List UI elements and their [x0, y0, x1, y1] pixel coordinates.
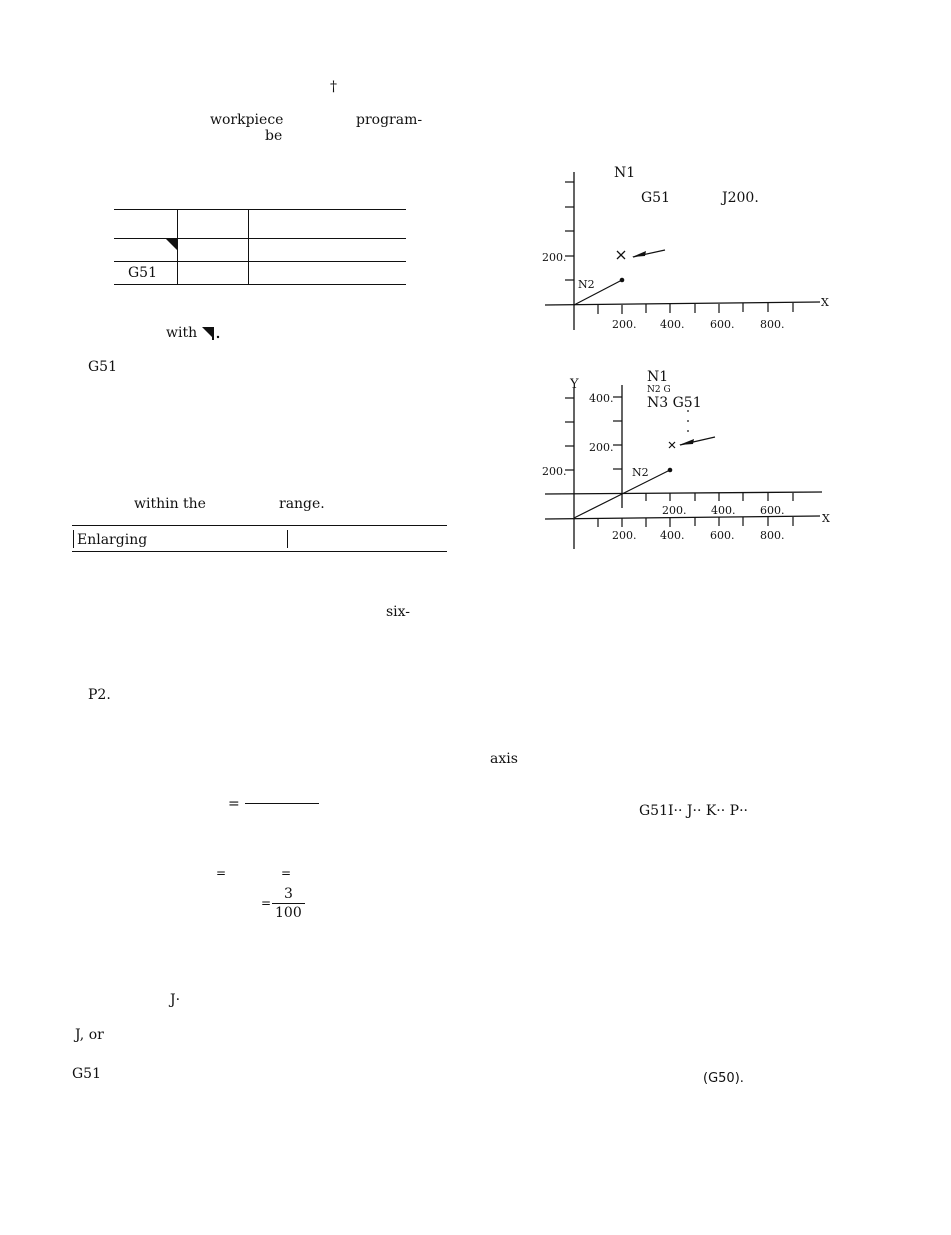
text-g51-a: G51	[88, 359, 117, 375]
text-workpiece: workpiece	[210, 112, 284, 128]
text-g51-b: G51	[72, 1066, 101, 1082]
text-be: be	[265, 128, 283, 144]
dagger-mark: †	[330, 79, 337, 95]
fig-bot-center-cross-icon	[669, 442, 675, 448]
fig-top-block-label: N1	[614, 165, 636, 181]
text-with: with	[166, 325, 198, 341]
fig-bot-dot	[687, 420, 689, 422]
text-j-or: J, or	[75, 1027, 104, 1043]
fig-bot-block-n1: N1	[647, 369, 669, 385]
text-j-dot: J·	[170, 992, 181, 1008]
fig-bot-y-tick-mid: 200.	[589, 441, 614, 454]
fig-bot-x-tick-global: 800.	[760, 529, 785, 542]
fig-bot-dot	[687, 430, 689, 432]
equals-sign-4: =	[261, 896, 272, 910]
g51-format: G51I·· J·· K·· P··	[639, 803, 748, 819]
text-p2: P2.	[88, 687, 111, 703]
fig-bot-y-tick-upper: 400.	[589, 392, 614, 405]
text-the: the	[183, 496, 206, 512]
fig-bot-x-tick-global: 200.	[612, 529, 637, 542]
fig-bot-x-tick-local: 600.	[760, 504, 785, 517]
fig-top-y-tick-label: 200.	[542, 251, 567, 264]
fraction-numerator: 3	[284, 886, 293, 902]
fig-bot-x-axis-label: X	[822, 512, 830, 525]
fig-top-x-axis-label: X	[821, 296, 829, 309]
fig-bot-x-tick-global: 600.	[710, 529, 735, 542]
text-range: range.	[279, 496, 325, 512]
fig-bot-path-label: N2	[632, 466, 649, 479]
equals-sign-2: =	[216, 866, 227, 880]
fig-bot-block-n2: N2 G	[647, 385, 671, 395]
fig-top-x-tick-label: 800.	[760, 318, 785, 331]
g50-note: (G50).	[703, 1071, 744, 1086]
fig-top-x-tick-label: 600.	[710, 318, 735, 331]
fraction-denominator: 100	[275, 905, 302, 921]
fig-bot-y-axis-label: Y	[570, 377, 579, 392]
fig-bot-arrowhead-icon	[679, 439, 694, 445]
enlarging-label: Enlarging	[77, 532, 148, 548]
fig-bot-block-n3: N3 G51	[647, 395, 702, 411]
fig-bot-local-x-axis	[545, 492, 822, 494]
text-within: within	[134, 496, 179, 512]
fig-top-path-label: N2	[578, 278, 595, 291]
fig-bot-x-tick-global: 400.	[660, 529, 685, 542]
equals-sign-3: =	[281, 866, 292, 880]
table-row-label: G51	[128, 265, 157, 281]
fig-bot-endpoint	[668, 468, 673, 473]
fig-top-j-value: J200.	[722, 190, 759, 206]
equals-sign-1: =	[228, 796, 240, 812]
fig-top-code: G51	[641, 190, 670, 206]
fig-bot-x-tick-local: 400.	[711, 504, 736, 517]
text-axis: axis	[490, 751, 518, 767]
fig-top-x-tick-label: 400.	[660, 318, 685, 331]
fig-top-x-tick-label: 200.	[612, 318, 637, 331]
fig-bot-x-tick-local: 200.	[662, 504, 687, 517]
fig-bot-y-tick-lower: 200.	[542, 465, 567, 478]
text-program: program-	[356, 112, 423, 128]
text-six: six-	[386, 604, 411, 620]
